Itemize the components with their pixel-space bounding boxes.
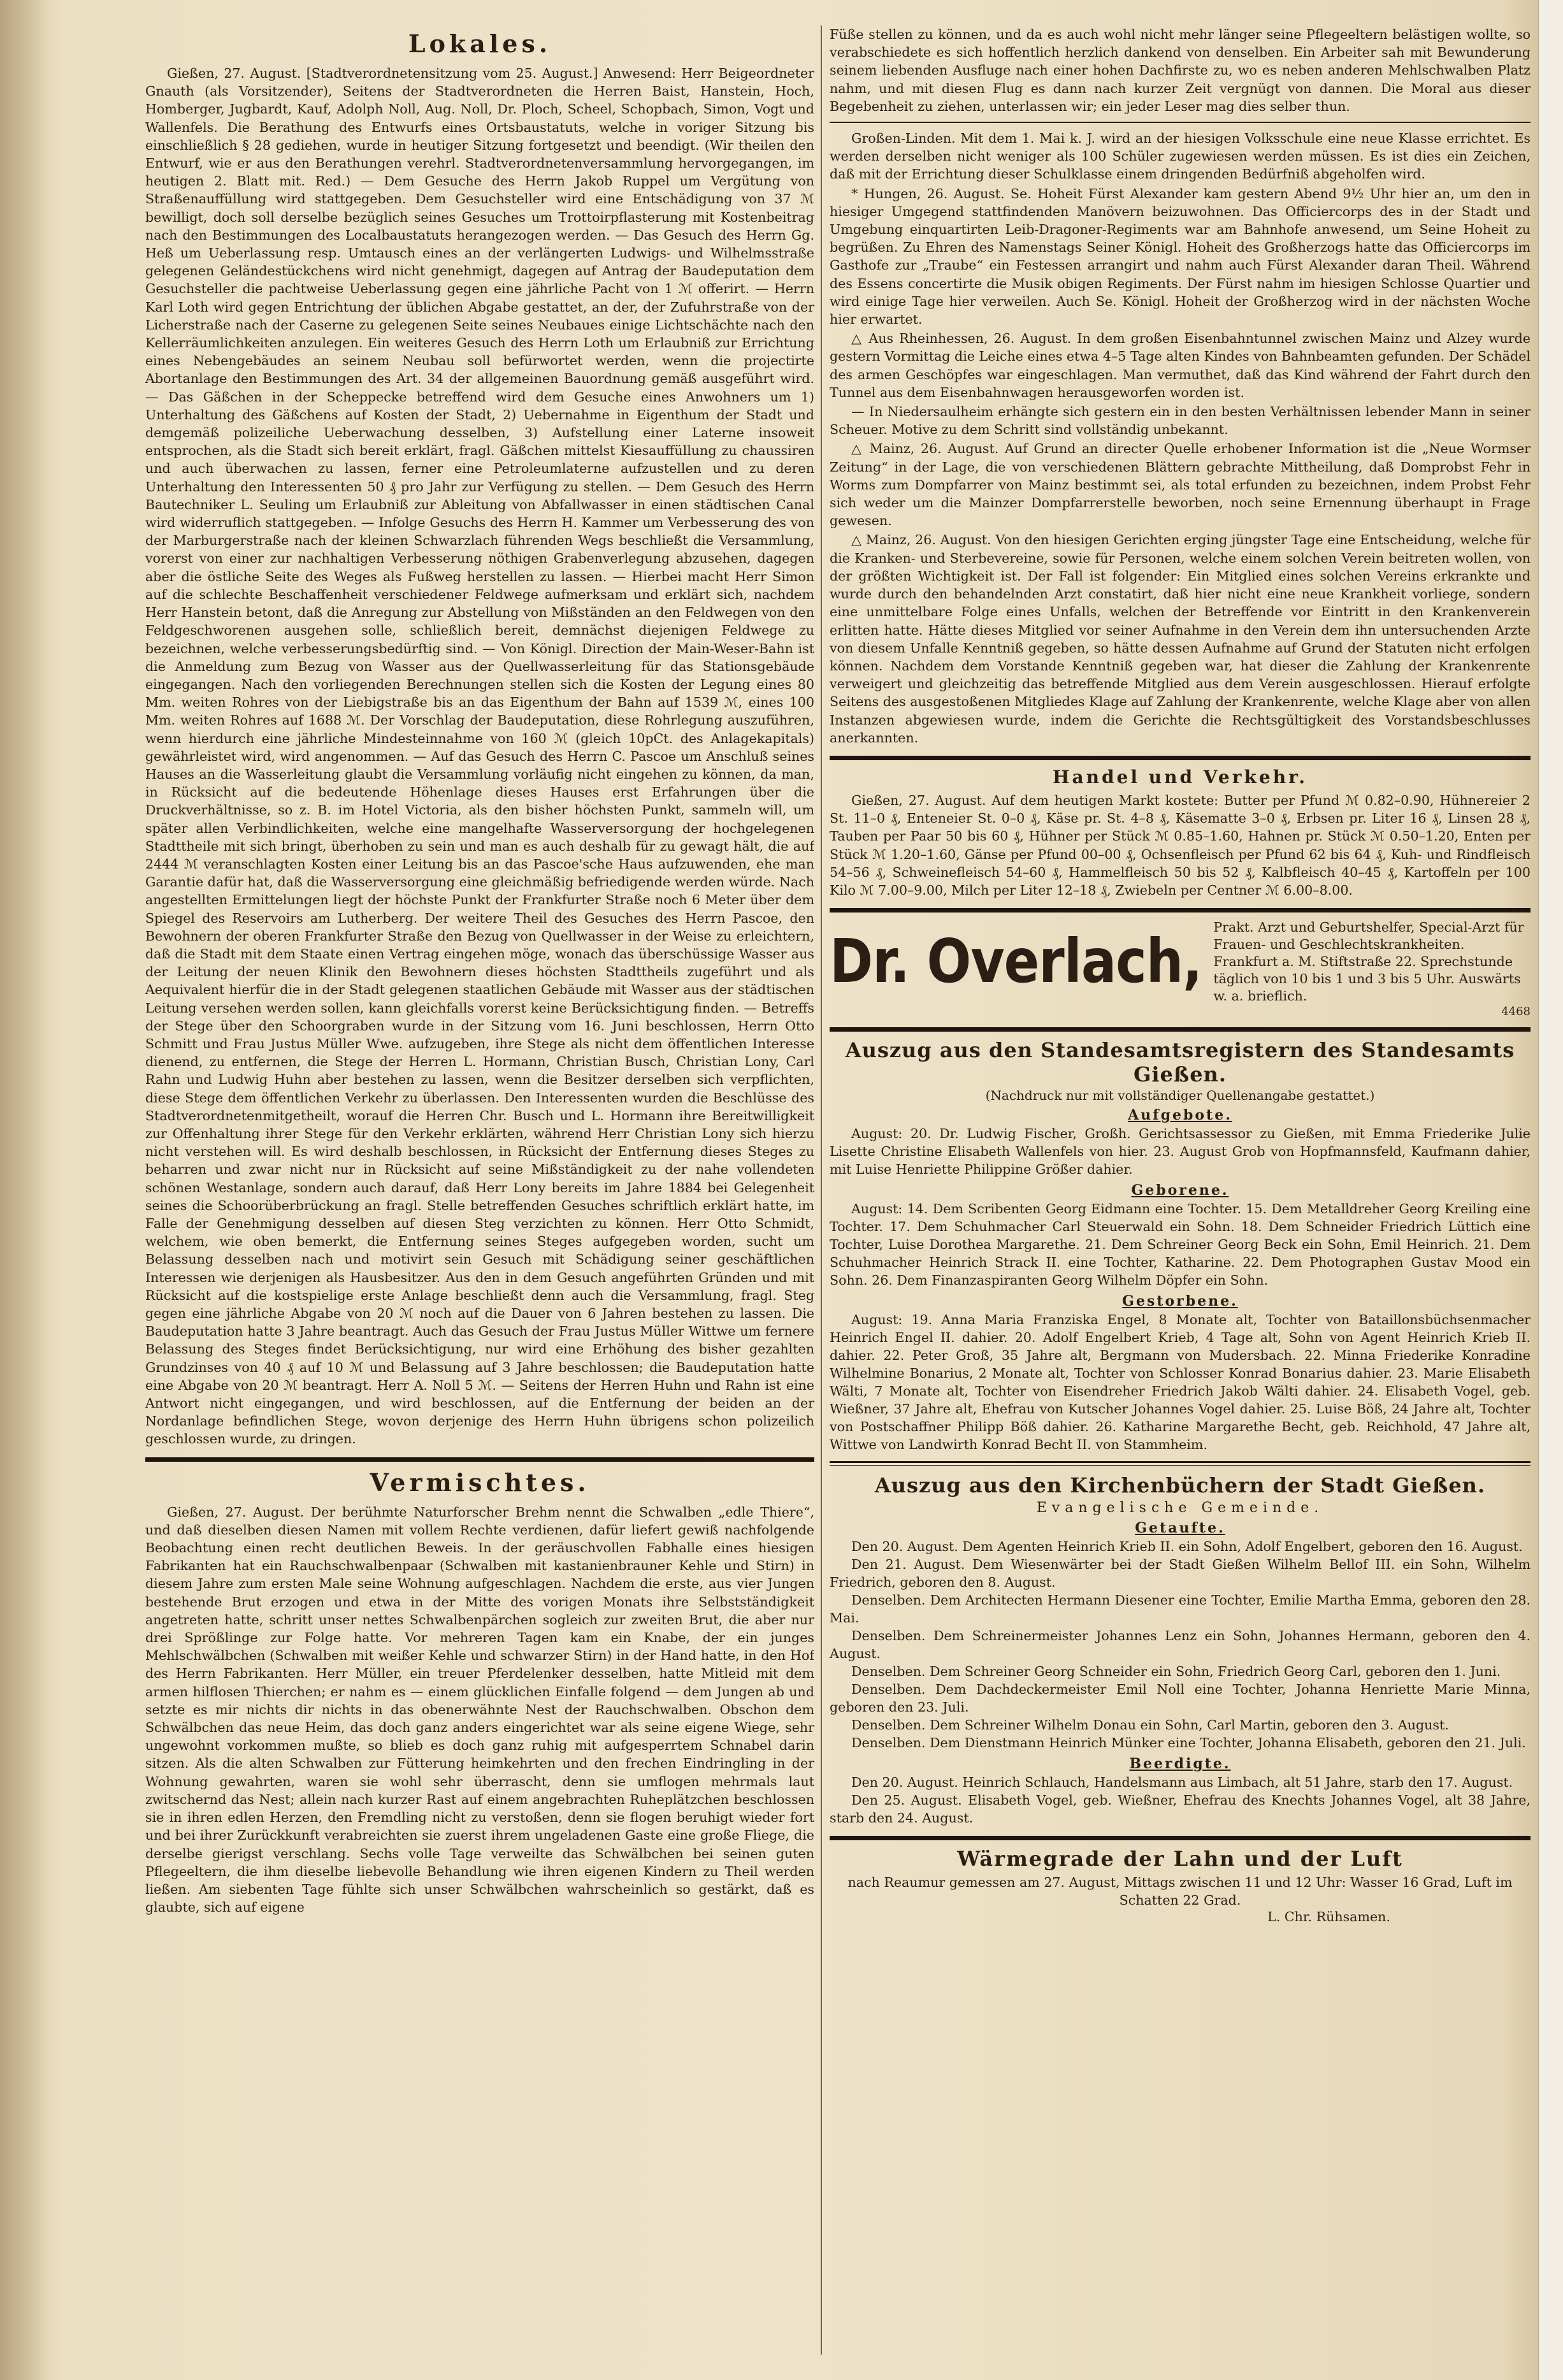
page-edge-margin <box>1538 0 1563 2380</box>
list-item: Denselben. Dem Schreinermeister Johannes Lenz ein Sohn, Johannes Hermann, geboren den 4. August. <box>830 1628 1531 1662</box>
ad-number: 4468 <box>1501 1005 1531 1019</box>
list-item: Den 25. August. Elisabeth Vogel, geb. Wießner, Ehefrau des Knechts Johannes Vogel, alt 38 Jahre, starb den 24. August. <box>830 1792 1531 1826</box>
article-grossen-linden: Großen-Linden. Mit dem 1. Mai k. J. wird an der hiesigen Volksschule eine neue Klasse errichtet. Es werden derselben nicht weniger als 100 Schüler zugewiesen werden müssen. Es ist dies ein Zeichen, daß mit der Errichtung dieser Schulklasse einem dringenden Bedürfniß abgeholfen wird. <box>830 131 1531 182</box>
kirchenbuch-title: Auszug aus den Kirchenbüchern der Stadt Gießen. <box>874 1473 1486 1498</box>
gestorbene-text: August: 19. Anna Maria Franziska Engel, 8 Monate alt, Tochter von Bataillonsbüchsenmacher Heinrich Engel II. dahier. 20. Adolf Engelbert Krieb, 4 Tage alt, Sohn von Agent Heinrich Krieb II. dahier. 22. Peter Groß, 35 Jahre alt, Bergmann von Mudersbach. 22. Minna Friederike Konradine Wilhelmine Bonarius, 2 Monate alt, Tochter von Schlosser Konrad Bonarius dahier. 23. Marie Elisabeth Wälti, 7 Monate alt, Tochter von Eisendreher Friedrich Jakob Wälti dahier. 24. Elisabeth Vogel, geb. Wießner, 37 Jahre alt, Ehefrau von Kutscher Johannes Vogel dahier. 25. Luise Böß, 24 Jahre alt, Tochter von Postschaffner Philipp Böß dahier. 26. Katharine Margarethe Becht, geb. Reichhold, 47 Jahre alt, Wittwe von Landwirth Konrad Becht II. von Stammheim. <box>830 1312 1531 1453</box>
geborene-title: Geborene. <box>1131 1182 1229 1199</box>
ad-text: Prakt. Arzt und Geburtshelfer, Special-Arzt für Frauen- und Geschlechtskrankheiten. Frankfurt a. M. Stiftstraße 22. Sprechstunde täglich von 10 bis 1 und 3 bis 5 Uhr. Auswärts w. a. brieflich. <box>1213 920 1524 1004</box>
article-continuation: Füße stellen zu können, und da es auch wohl nicht mehr länger seine Pflegeeltern belästigen wollte, so verabschiedete es sich hoffentlich herzlich dankend von denselben. Ein Arbeiter sah mit Bewunderung seinem liebenden Ausfluge nach einer hohen Dachfirste zu, wo es neben anderen Mehlschwalben Platz nahm, und mit diesen Flug es dann nach kurzer Zeit vergnügt von dannen. Die Moral aus dieser Begebenheit zu ziehen, unterlassen wir; ein jeder Leser mag dies selber thun. <box>830 27 1531 114</box>
market-prices: Gießen, 27. August. Auf dem heutigen Markt kostete: Butter per Pfund ℳ 0.82–0.90, Hühnereier 2 St. 11–0 ₰, Enteneier St. 0–0 ₰, Käse pr. St. 4–8 ₰, Käsematte 3–0 ₰, Erbsen pr. Liter 16 ₰, Linsen 28 ₰, Tauben per Paar 50 bis 60 ₰, Hühner per Stück ℳ 0.85–1.60, Hahnen pr. Stück ℳ 0.50–1.20, Enten per Stück ℳ 1.20–1.60, Gänse per Pfund 00–00 ₰, Ochsenfleisch per Pfund 62 bis 64 ₰, Kuh- und Rindfleisch 54–56 ₰, Schweinefleisch 54–60 ₰, Hammelfleisch 50 bis 52 ₰, Kalbfleisch 40–45 ₰, Kartoffeln per 100 Kilo ℳ 7.00–9.00, Milch per Liter 12–18 ₰, Zwiebeln per Centner ℳ 6.00–8.00. <box>830 792 1531 898</box>
section-title-lokales: Lokales. <box>408 29 552 58</box>
aufgebote-text: August: 20. Dr. Ludwig Fischer, Großh. Gerichtsassessor zu Gießen, mit Emma Friederike Julie Lisette Christine Elisabeth Wallenfels von hier. 23. August Grob von Hopfmannsfeld, Kaufmann dahier, mit Luise Henriette Philippine Größer dahier. <box>830 1126 1531 1178</box>
article-niedersaulheim: — In Niedersaulheim erhängte sich gestern ein in den besten Verhältnissen lebender Mann in seiner Scheuer. Motive zu dem Schritt sind vollständig unbekannt. <box>830 404 1531 438</box>
article-vermischtes: Gießen, 27. August. Der berühmte Naturforscher Brehm nennt die Schwalben „edle Thiere“, und daß dieselben diesen Namen mit vollem Rechte verdienen, dafür liefert gewiß nachfolgende Beobachtung einen recht deutlichen Beweis. In der geräuschvollen Fabhalle eines hiesigen Fabrikanten hat ein Rauchschwalbenpaar (Schwalben mit kastanienbrauner Kehle und Stirn) in diesem Jahre zum ersten Male seine Wohnung aufgeschlagen. Nachdem die erste, aus vier Jungen bestehende Brut erzogen und etwa in der Mitte des vorigen Monats ihre Selbstständigkeit angetreten hatte, schritt unser nettes Schwalbenpärchen sogleich zur zweiten Brut, die aber nur drei Sprößlinge zur Folge hatte. Vor mehreren Tagen kam ein Knabe, der ein junges Mehlschwälbchen (Schwalben mit weißer Kehle und schwarzer Stirn) in der Hand hatte, in den Hof des Herrn Fabrikanten. Herr Müller, ein treuer Pferdelenker desselben, hatte Mitleid mit dem armen hilflosen Thierchen; er nahm es — einem glücklichen Einfalle folgend — dem Jungen ab und setzte es mir nichts dir nichts in das obenerwähnte Nest der Rauchschwalben. Obschon dem Schwälbchen das neue Heim, das doch ganz anders eingerichtet war als seine eigene Wiege, sehr ungewohnt vorkommen mußte, so blieb es doch ganz ruhig mit aufgesperrtem Schnabel darin sitzen. Als die alten Schwalben zur Fütterung heimkehrten und den frechen Eindringling in der Wohnung gewahrten, waren sie wohl sehr überrascht, denn sie umflogen mehrmals laut zwitschernd das Nest; allein nach kurzer Rast auf einem angebrachten Ruheplätzchen beschlossen sie in ihren edlen Herzen, den Fremdling nicht zu verstoßen, denn sie flogen beruhigt wieder fort und bei ihrer Zurückkunft verabreichten sie zuerst ihrem ungeladenen Gaste eine große Fliege, die derselbe gierigst verschlang. Sechs volle Tage verweilte das Schwälbchen bei seinen guten Pflegeeltern, die ihm dieselbe liebevolle Behandlung wie ihren eigenen Kindern zu Theil werden ließen. Am siebenten Tage fühlte sich unser Schwälbchen wahrscheinlich so gestärkt, daß es glaubte, sich auf eigene <box>145 1504 814 1915</box>
divider <box>830 122 1531 123</box>
divider <box>830 1836 1531 1840</box>
ad-doctor-name: Dr. Overlach, <box>830 927 1202 997</box>
divider <box>830 908 1531 912</box>
article-mainz-2: △ Mainz, 26. August. Von den hiesigen Gerichten erging jüngster Tage eine Entscheidung, welche für die Kranken- und Sterbevereine, sowie für Personen, welche einem solchen Verein beitreten wollen, von der größten Wichtigkeit ist. Der Fall ist folgender: Ein Mitglied eines solchen Vereins erkrankte und wurde durch den behandelnden Arzt constatirt, daß hier nicht eine neue Krankheit vorliege, sondern eine unmittelbare Folge eines Unfalls, welchen der Betreffende vor Eintritt in den Krankenverein erlitten hatte. Hätte dieses Mitglied vor seiner Aufnahme in den Verein dem ihn untersuchenden Arzte von diesem Unfalle Kenntniß gegeben, so hätte dessen Aufnahme auf Grund der Statuten nicht erfolgen können. Nachdem dem Vorstande Kenntniß gegeben war, hat dieser die Zahlung der Krankenrente verweigert und gleichzeitig das betreffende Mitglied aus dem Verein ausgeschlossen. Hierauf erfolgte Seitens des ausgestoßenen Mitgliedes Klage auf Zahlung der Krankenrente, welche Klage aber von allen Instanzen abgewiesen wurde, indem die Gerichte die Rechtsgültigkeit des Vorstandsbeschlusses anerkannten. <box>830 532 1531 746</box>
divider <box>830 1027 1531 1032</box>
beerdigte-title: Beerdigte. <box>1129 1756 1231 1773</box>
article-lokales: Gießen, 27. August. [Stadtverordnetensitzung vom 25. August.] Anwesend: Herr Beigeordneter Gnauth (als Vorsitzender), Seitens der Stadtverordneten die Herren Baist, Hanstein, Hoch, Homberger, Jugbardt, Kauf, Adolph Noll, Aug. Noll, Dr. Ploch, Scheel, Schopbach, Simon, Vogt und Wallenfels. Die Berathung des Entwurfs eines Ortsbaustatuts, welche in voriger Sitzung bis einschließlich § 28 gediehen, wurde in heutiger Sitzung fortgesetzt und beendigt. (Wir theilen den Entwurf, wie er aus den Berathungen verehrl. Stadtverordnetenversammlung hervorgegangen, im heutigen 2. Blatt mit. Red.) — Dem Gesuche des Herrn Jakob Ruppel um Vergütung von Straßenauffüllung wird stattgegeben. Dem Gesuchsteller wird eine Entschädigung von 37 ℳ bewilligt, doch soll derselbe bezüglich seines Gesuches um Trottoirpflasterung mit Kostenbeitrag nach den Bestimmungen des Localbaustatuts herangezogen werden. — Das Gesuch des Herrn Gg. Heß um Ueberlassung resp. Umtausch eines an der verlängerten Ludwigs- und Wilhelmsstraße gelegenen Geländestückchens wird nicht genehmigt, dagegen auf Antrag der Baudeputation dem Gesuchsteller die pachtweise Ueberlassung gegen eine jährliche Pacht von 1 ℳ offerirt. — Herrn Karl Loth wird gegen Entrichtung der üblichen Abgabe gestattet, an der, der Zufuhrstraße von der Licherstraße nach der Caserne zu gelegenen Seite seines Neubaues einige Lichtschächte nach den Kellerräumlichkeiten anzulegen. Ein weiteres Gesuch des Herrn Loth um Erlaubniß zur Errichtung eines Nebengebäudes an seinem Neubau soll befürwortet werden, wenn die projectirte Abortanlage den Bestimmungen des Art. 34 der allgemeinen Bauordnung gemäß ausgeführt wird. — Das Gäßchen in der Scheppecke betreffend wird dem Gesuche eines Anwohners um 1) Unterhaltung des Gäßchens auf Kosten der Stadt, 2) Uebernahme in Eigenthum der Stadt und demgemäß polizeiliche Ueberwachung desselben, 3) Aufstellung einer Laterne insoweit entsprochen, als die Stadt sich bereit erklärt, fragl. Gäßchen mittelst Kiesauffüllung zu chaussiren und auch überwachen zu lassen, ferner eine Petroleumlaterne aufzustellen und zu deren Unterhaltung den Interessenten 50 ₰ pro Jahr zur Verfügung zu stellen. — Dem Gesuch des Herrn Bautechniker L. Seuling um Erlaubniß zur Ableitung von Abfallwasser in einen städtischen Canal wird widerruflich stattgegeben. — Infolge Gesuchs des Herrn H. Kammer um Verbesserung des von der Marburgerstraße nach der kleinen Schwarzlach führenden Wegs beschließt die Versammlung, vorerst von einer zur nachhaltigen Verbesserung nöthigen Grabenverlegung abzusehen, dagegen aber die östliche Seite des Weges als Fußweg herstellen zu lassen. — Hierbei macht Herr Simon auf die schlechte Beschaffenheit verschiedener Feldwege aufmerksam und erklärt sich, nachdem Herr Hanstein betont, daß die Anregung zur Abstellung von Mißständen an den Feldwegen von den Feldgeschworenen ausgehen solle, schließlich bereit, demnächst diejenigen Feldwege zu bezeichnen, welche verbesserungsbedürftig sind. — Von Königl. Direction der Main-Weser-Bahn ist die Anmeldung zum Bezug von Wasser aus der Quellwasserleitung für das Stationsgebäude eingegangen. Nach den vorliegenden Berechnungen stellen sich die Kosten der Legung eines 80 Mm. weiten Rohres von der Liebigstraße bis an das Eigenthum der Bahn auf 1539 ℳ, eines 100 Mm. weiten Rohres auf 1688 ℳ. Der Vorschlag der Baudeputation, diese Rohrlegung auszuführen, wenn hierdurch eine jährliche Mindesteinnahme von 160 ℳ (gleich 10pCt. des Anlagekapitals) gewährleistet wird, wird angenommen. — Auf das Gesuch des Herrn C. Pascoe um Anschluß seines Hauses an die Wasserleitung glaubt die Versammlung vorläufig nicht eingehen zu können, da man, in Rücksicht auf die bedeutende Höhenlage dieses Hauses erst Erfahrungen über die Druckverhältnisse, so z. B. im Hotel Victoria, als den bisher höchsten Punkt, sammeln will, um später allen Verbindlichkeiten, welche eine mangelhafte Wasserversorgung der hochgelegenen Stadttheile mit sich bringt, überhoben zu sein und man es auch deshalb für zu gewagt hält, die auf 2444 ℳ veranschlagten Kosten einer Leitung bis an das Pascoe'sche Haus aufzuwenden, ehe man Garantie dafür hat, daß die Wasserversorgung eine gleichmäßig befriedigende werden würde. Nach angestellten Ermittelungen liegt der höchste Punkt der Frankfurter Straße noch 6 Meter über dem Spiegel des Reservoirs am Lutherberg. Der weitere Theil des Gesuches des Herrn Pascoe, den Bewohnern der oberen Frankfurter Straße den Bezug von Quellwasser in der Weise zu erleichtern, daß die Stadt mit dem Staate einen Vertrag eingehen möge, wonach das überschüssige Wasser aus der Leitung der neuen Klinik den Bewohnern dieses höchsten Stadttheils zugeführt und als Aequivalent hierfür die in der Stadt gelegenen staatlichen Gebäude mit Wasser aus der städtischen Leitung versehen werden sollen, kann gleichfalls vorerst keine Berücksichtigung finden. — Betreffs der Stege über den Schoorgraben wurde in der Sitzung vom 16. Juni beschlossen, Herrn Otto Schmitt und Frau Justus Müller Wwe. aufzugeben, ihre Stege als nicht dem öffentlichen Interesse dienend, zu entfernen, die Stege der Herren L. Hormann, Christian Busch, Christian Lony, Carl Rahn und Ludwig Huhn aber bestehen zu lassen, wenn die Besitzer derselben sich verpflichten, diese Stege dem öffentlichen Verkehr zu überlassen. Den Interessenten wurden die Beschlüsse des Stadtverordnetenmitgetheilt, worauf die Herren Chr. Busch und L. Hormann ihre Bereitwilligkeit zur Offenhaltung ihrer Stege für den Verkehr erklärten, während Herr Christian Lony sich hierzu nicht verstehen will. Es wird deshalb beschlossen, in Rücksicht der Entfernung dieses Steges zu beharren und zwar nicht nur in Rücksicht auf seine Mißständigkeit zu der nahe vollendeten schönen Westanlage, sondern auch darauf, daß Herr Lony bereits im Jahre 1884 bei Gelegenheit seines die Schoorüberbrückung an fragl. Stelle betreffenden Gesuches schriftlich erklärt hatte, im Falle der Genehmigung desselben auf diesen Steg verzichten zu können. Herr Otto Schmidt, welchem, wie oben bemerkt, die Entfernung seines Steges aufgegeben worden, sucht um Belassung desselben nach und motivirt sein Gesuch mit Schädigung seiner geschäftlichen Interessen wie derjenigen als Hausbesitzer. Aus den in dem Gesuch angeführten Gründen und mit Rücksicht auf die kostspielige erste Anlage beschließt denn auch die Versammlung, fragl. Steg gegen eine jährliche Abgabe von 20 ℳ noch auf die Dauer von 6 Jahren bestehen zu lassen. Die Baudeputation hatte 3 Jahre beantragt. Auch das Gesuch der Frau Justus Müller Wittwe um fernere Belassung des Steges findet Berücksichtigung, nur wird eine Erhöhung des bisher gezahlten Grundzinses von 40 ₰ auf 10 ℳ und Belassung auf 3 Jahre beschlossen; die Baudeputation hatte eine Abgabe von 20 ℳ beantragt. Herr A. Noll 5 ℳ. — Seitens der Herren Huhn und Rahn ist eine Antwort nicht eingegangen, und wird beschlossen, auf die Entfernung der beiden an der Nordanlage befindlichen Stege, wovon derjenige des Herrn Huhn übrigens schon polizeilich geschlossen wurde, zu dringen. <box>145 66 814 1447</box>
section-title-handel: Handel und Verkehr. <box>1053 766 1307 788</box>
divider <box>830 756 1531 760</box>
article-rheinhessen: △ Aus Rheinhessen, 26. August. In dem großen Eisenbahntunnel zwischen Mainz und Alzey wurde gestern Vormittag die Leiche eines etwa 4–5 Tage alten Kindes von Bahnbeamten gefunden. Der Schädel des armen Geschöpfes war eingeschlagen. Man vermuthet, daß das Kind während der Fahrt durch den Tunnel aus dem Eisenbahnwagen herausgeworfen worden ist. <box>830 331 1531 400</box>
geborene-text: August: 14. Dem Scribenten Georg Eidmann eine Tochter. 15. Dem Metalldreher Georg Kreiling eine Tochter. 17. Dem Schuhmacher Carl Steuerwald ein Sohn. 18. Dem Schneider Friedrich Lüttich eine Tochter, Luise Dorothea Margarethe. 21. Dem Schreiner Georg Beck ein Sohn, Emil Heinrich. 21. Dem Schuhmacher Heinrich Strack II. eine Tochter, Katharine. 22. Dem Photographen Gustav Mood ein Sohn. 26. Dem Finanzaspiranten Georg Wilhelm Döpfer ein Sohn. <box>830 1201 1531 1288</box>
kirchenbuch-subtitle: Evangelische Gemeinde. <box>1036 1500 1324 1517</box>
list-item: Denselben. Dem Schreiner Georg Schneider ein Sohn, Friedrich Georg Carl, geboren den 1. Juni. <box>851 1664 1501 1680</box>
list-item: Den 20. August. Heinrich Schlauch, Handelsmann aus Limbach, alt 51 Jahre, starb den 17. August. <box>851 1775 1513 1791</box>
left-column <box>145 25 814 2355</box>
article-hungen: * Hungen, 26. August. Se. Hoheit Fürst Alexander kam gestern Abend 9½ Uhr hier an, um den in hiesiger Umgegend stattfindenden Manövern beizuwohnen. Das Officiercorps des in der Stadt und Umgebung einquartirten Leib-Dragoner-Regiments war am Bahnhofe anwesend, um Seine Hoheit zu begrüßen. Zu Ehren des Namenstags Seiner Königl. Hoheit des Großherzogs hatte das Officiercorps im Gasthofe zur „Traube“ ein Festessen arrangirt und nahm auch Fürst Alexander daran Theil. Während des Essens concertirte die Musik obigen Regiments. Der Fürst nahm im hiesigen Schlosse Quartier und wird einige Tage hier verweilen. Auch Se. Königl. Hoheit der Großherzog wird in der nächsten Woche hier erwartet. <box>830 185 1531 328</box>
list-item: Denselben. Dem Dachdeckermeister Emil Noll eine Tochter, Johanna Henriette Marie Minna, geboren den 23. Juli. <box>830 1682 1531 1715</box>
article-mainz-1: △ Mainz, 26. August. Auf Grund an directer Quelle erhobener Information ist die „Neue Wormser Zeitung“ in der Lage, die von verschiedenen Blättern gebrachte Mittheilung, daß Domprobst Fehr in Worms zum Dompfarrer von Mainz bestimmt sei, als total erfunden zu bezeichnen, indem Probst Fehr sich weder um die Mainzer Dompfarrerstelle beworben, noch seine Ernennung überhaupt in Frage gewesen. <box>830 441 1531 529</box>
column-divider <box>821 25 822 2355</box>
standesamt-title: Auszug aus den Standesamtsregistern des Standesamts Gießen. <box>845 1038 1515 1087</box>
aufgebote-title: Aufgebote. <box>1128 1107 1232 1124</box>
advertisement <box>830 919 1531 1005</box>
standesamt-note: (Nachdruck nur mit vollständiger Quellenangabe gestattet.) <box>985 1088 1375 1104</box>
temperature-text: nach Reaumur gemessen am 27. August, Mittags zwischen 11 und 12 Uhr: Wasser 16 Grad, Luft im Schatten 22 Grad. <box>847 1875 1513 1908</box>
list-item: Den 20. August. Dem Agenten Heinrich Krieb II. ein Sohn, Adolf Engelbert, geboren den 16. August. <box>851 1539 1523 1555</box>
getaufte-title: Getaufte. <box>1135 1520 1225 1537</box>
section-title-vermischtes: Vermischtes. <box>370 1468 590 1497</box>
divider <box>145 1457 814 1462</box>
right-column <box>830 25 1531 2355</box>
list-item: Den 21. August. Dem Wiesenwärter bei der Stadt Gießen Wilhelm Bellof III. ein Sohn, Wilhelm Friedrich, geboren den 8. August. <box>830 1557 1531 1590</box>
list-item: Denselben. Dem Dienstmann Heinrich Münker eine Tochter, Johanna Elisabeth, geboren den 21. Juli. <box>851 1735 1526 1751</box>
divider <box>830 1461 1531 1466</box>
list-item: Denselben. Dem Schreiner Wilhelm Donau ein Sohn, Carl Martin, geboren den 3. August. <box>851 1717 1449 1733</box>
list-item: Denselben. Dem Architecten Hermann Diesener eine Tochter, Emilie Martha Emma, geboren den 28. Mai. <box>830 1592 1531 1626</box>
gestorbene-title: Gestorbene. <box>1122 1293 1238 1310</box>
temperature-signature: L. Chr. Rühsamen. <box>1267 1909 1390 1925</box>
page-fold-shadow <box>0 0 51 2380</box>
temperature-title: Wärmegrade der Lahn und der Luft <box>957 1847 1403 1872</box>
